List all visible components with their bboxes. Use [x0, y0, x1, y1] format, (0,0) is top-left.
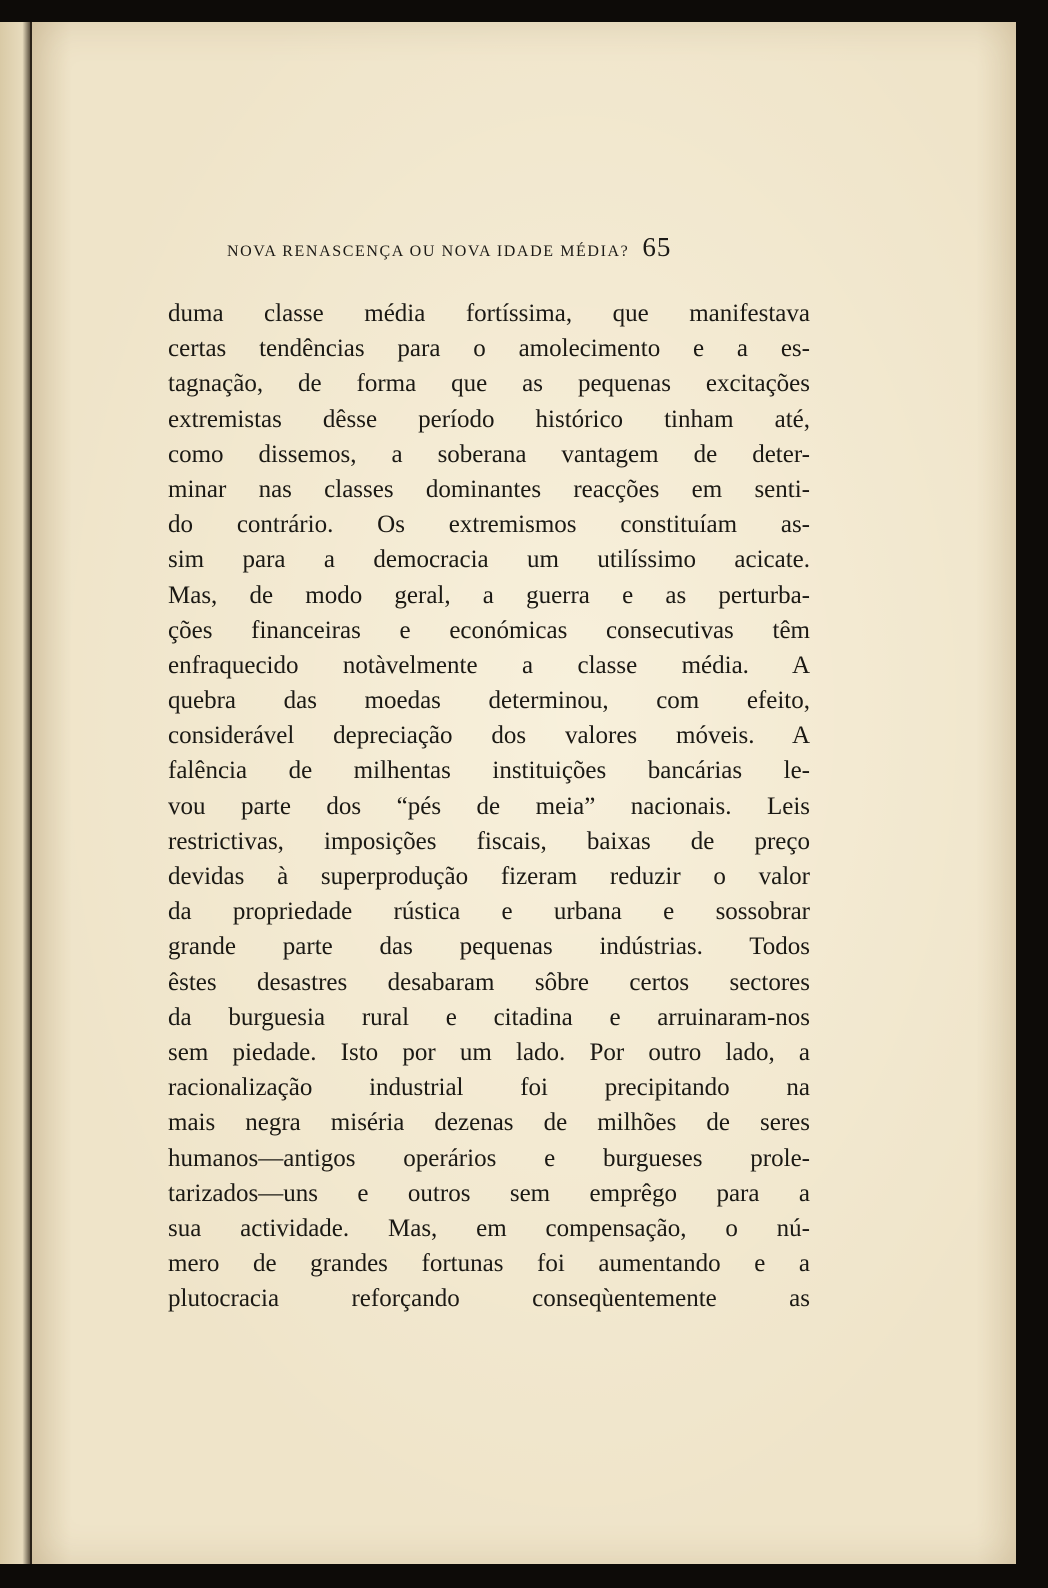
text-line: humanos—antigos operários e burgueses prole- [168, 1144, 810, 1172]
text-line: racionalização industrial foi precipitando na [168, 1074, 810, 1102]
text-line: da burguesia rural e citadina e arruinaram-nos [168, 1003, 810, 1031]
text-line: tagnação, de forma que as pequenas excitações [168, 370, 810, 398]
text-line: sim para a democracia um utilíssimo acicate. [168, 546, 810, 574]
page-header [227, 232, 817, 266]
text-line: do contrário. Os extremismos constituíam as- [168, 511, 810, 539]
text-line: êstes desastres desabaram sôbre certos sectores [168, 968, 810, 996]
text-line: vou parte dos “pés de meia” nacionais. Leis [168, 792, 810, 820]
text-line: mero de grandes fortunas foi aumentando e a [168, 1250, 810, 1278]
text-line: devidas à superprodução fizeram reduzir o valor [168, 863, 810, 890]
text-line: falência de milhentas instituições bancárias le- [168, 757, 810, 785]
running-title: NOVA RENASCENÇA OU NOVA IDADE MÉDIA? [227, 243, 630, 260]
text-line: plutocracia reforçando conseqùentemente as [168, 1285, 810, 1313]
text-line: como dissemos, a soberana vantagem de deter- [168, 440, 810, 468]
text-line: sem piedade. Isto por um lado. Por outro lado, a [168, 1038, 810, 1066]
text-line: restrictivas, imposições fiscais, baixas de preço [168, 827, 810, 855]
text-line: ções financeiras e económicas consecutivas têm [168, 616, 810, 644]
text-line: duma classe média fortíssima, que manifestava [168, 300, 810, 327]
text-line: minar nas classes dominantes reacções em senti- [168, 475, 810, 503]
text-line: mais negra miséria dezenas de milhões de seres [168, 1109, 810, 1137]
text-line: sua actividade. Mas, em compensação, o nú- [168, 1214, 810, 1242]
text-line: grande parte das pequenas indústrias. Todos [168, 933, 810, 961]
text-line: tarizados—uns e outros sem emprêgo para a [168, 1179, 810, 1207]
text-line: da propriedade rústica e urbana e sossobrar [168, 898, 810, 926]
text-line: quebra das moedas determinou, com efeito, [168, 687, 810, 715]
text-line: certas tendências para o amolecimento e a es- [168, 335, 810, 363]
text-line: Mas, de modo geral, a guerra e as perturba- [168, 581, 810, 609]
text-line: enfraquecido notàvelmente a classe média. A [168, 651, 810, 679]
text-line: considerável depreciação dos valores móveis. A [168, 722, 810, 750]
text-line: extremistas dêsse período histórico tinham até, [168, 405, 810, 433]
page-number: 65 [642, 232, 672, 262]
previous-page-edge [0, 22, 32, 1564]
body-paragraph [168, 296, 810, 1316]
